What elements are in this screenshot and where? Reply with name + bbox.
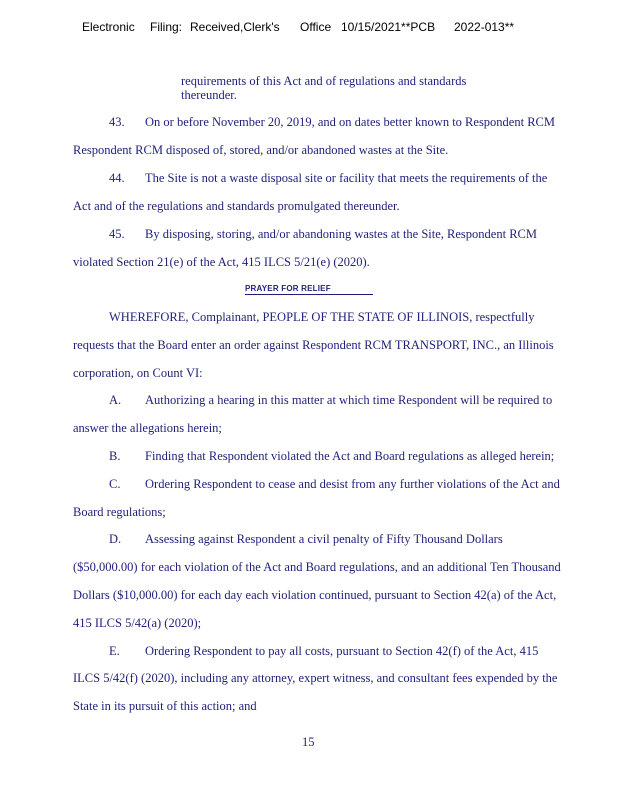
item-letter-c: C. [109, 477, 121, 491]
paragraph-number-43: 43. [109, 115, 125, 129]
text-line: Finding that Respondent violated the Act and Board regulations as alleged herein; [145, 449, 555, 463]
text-line: ILCS 5/42(f) (2020), including any attorney, expert witness, and consultant fees expended by the [73, 671, 558, 685]
text-line: Respondent RCM disposed of, stored, and/or abandoned wastes at the Site. [73, 143, 449, 157]
text-line: violated Section 21(e) of the Act, 415 ILCS 5/21(e) (2020). [73, 255, 370, 269]
text-line: thereunder. [181, 88, 237, 102]
text-line: requests that the Board enter an order against Respondent RCM TRANSPORT, INC., an Illinois [73, 338, 554, 352]
text-line: answer the allegations herein; [73, 421, 222, 435]
text-line: By disposing, storing, and/or abandoning wastes at the Site, Respondent RCM [145, 227, 537, 241]
text-line: 415 ILCS 5/42(a) (2020); [73, 616, 202, 630]
text-line: Act and of the regulations and standards promulgated thereunder. [73, 199, 400, 213]
text-line: Ordering Respondent to pay all costs, pursuant to Section 42(f) of the Act, 415 [145, 644, 539, 658]
header-filing: Filing: [150, 20, 183, 34]
section-heading: PRAYER FOR RELIEF [245, 284, 331, 293]
heading-underline [245, 294, 373, 295]
header-office: Office [300, 20, 332, 34]
page-number: 15 [302, 735, 315, 749]
text-line: ($50,000.00) for each violation of the Act and Board regulations, and an additional Ten Thousand [73, 560, 561, 574]
text-line: corporation, on Count VI: [73, 366, 203, 380]
paragraph-number-45: 45. [109, 227, 125, 241]
header-date: 10/15/2021**PCB [341, 20, 436, 34]
header-electronic: Electronic [82, 20, 135, 34]
header-case-number: 2022-013** [454, 20, 515, 34]
text-line: On or before November 20, 2019, and on dates better known to Respondent RCM [145, 115, 555, 129]
text-line: Dollars ($10,000.00) for each day each violation continued, pursuant to Section 42(a) of the Act, [73, 588, 557, 602]
item-letter-d: D. [109, 532, 122, 546]
paragraph-number-44: 44. [109, 171, 125, 185]
text-line: Ordering Respondent to cease and desist from any further violations of the Act and [145, 477, 560, 491]
header-received: Received,Clerk's [190, 20, 280, 34]
text-line: WHEREFORE, Complainant, PEOPLE OF THE STATE OF ILLINOIS, respectfully [109, 310, 535, 324]
item-letter-a: A. [109, 393, 122, 407]
text-line: Board regulations; [73, 505, 166, 519]
item-letter-b: B. [109, 449, 121, 463]
text-line: State in its pursuit of this action; and [73, 699, 257, 713]
item-letter-e: E. [109, 644, 120, 658]
text-line: Authorizing a hearing in this matter at which time Respondent will be required to [145, 393, 553, 407]
text-line: The Site is not a waste disposal site or facility that meets the requirements of the [145, 171, 548, 185]
text-line: requirements of this Act and of regulations and standards [181, 74, 467, 88]
text-line: Assessing against Respondent a civil penalty of Fifty Thousand Dollars [145, 532, 503, 546]
